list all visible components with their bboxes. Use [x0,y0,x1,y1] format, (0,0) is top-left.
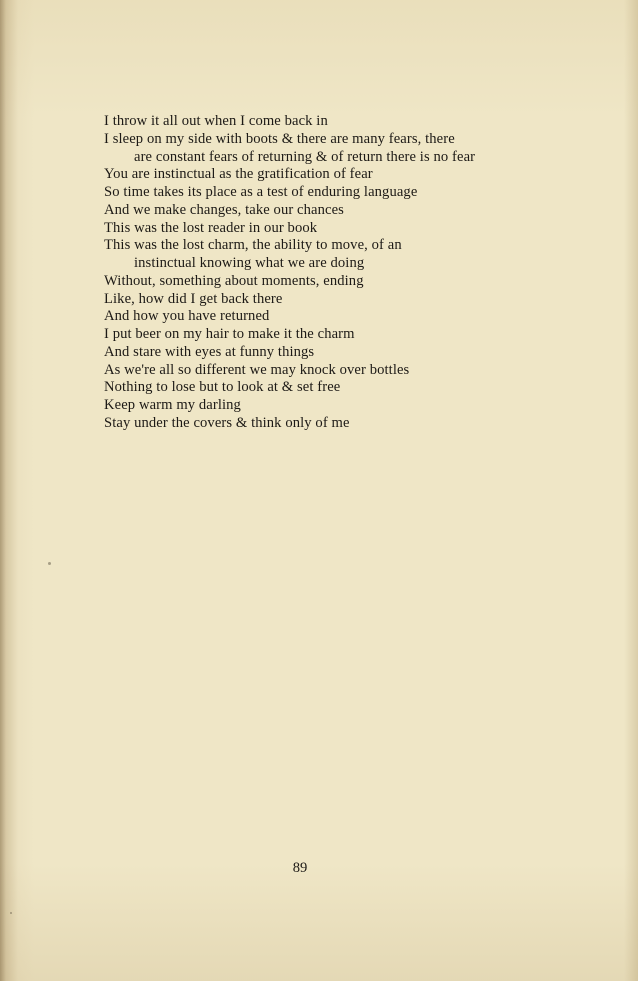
poem-line: And how you have returned [104,308,270,325]
poem-line: And stare with eyes at funny things [104,343,315,360]
poem-line: You are instinctual as the gratification of fear [104,166,373,183]
poem-line: I throw it all out when I come back in [104,113,328,129]
poem-line: I put beer on my hair to make it the charm [104,326,355,342]
page-number: 89 [292,860,308,876]
poem-line: Without, something about moments, ending [104,272,364,289]
poem-line: Stay under the covers & think only of me [104,414,350,431]
poem-line: Like, how did I get back there [104,290,283,307]
poem-line: This was the lost reader in our book [104,219,318,236]
paper-speck [48,562,51,565]
poem-line: So time takes its place as a test of enduring language [104,184,418,200]
paper-speck [10,912,12,914]
poem-line: And we make changes, take our chances [104,201,344,218]
poem-body [104,113,475,433]
poem-line: This was the lost charm, the ability to move, of an [104,237,402,254]
poem-line: Keep warm my darling [104,397,241,413]
poem-line: As we're all so different we may knock over bottles [104,361,410,378]
poem-line: I sleep on my side with boots & there are many fears, there [104,130,455,147]
poem-line: Nothing to lose but to look at & set free [104,379,341,396]
poem-line-indented: instinctual knowing what we are doing [134,255,365,271]
poem-line-indented: are constant fears of returning & of return there is no fear [134,148,476,165]
